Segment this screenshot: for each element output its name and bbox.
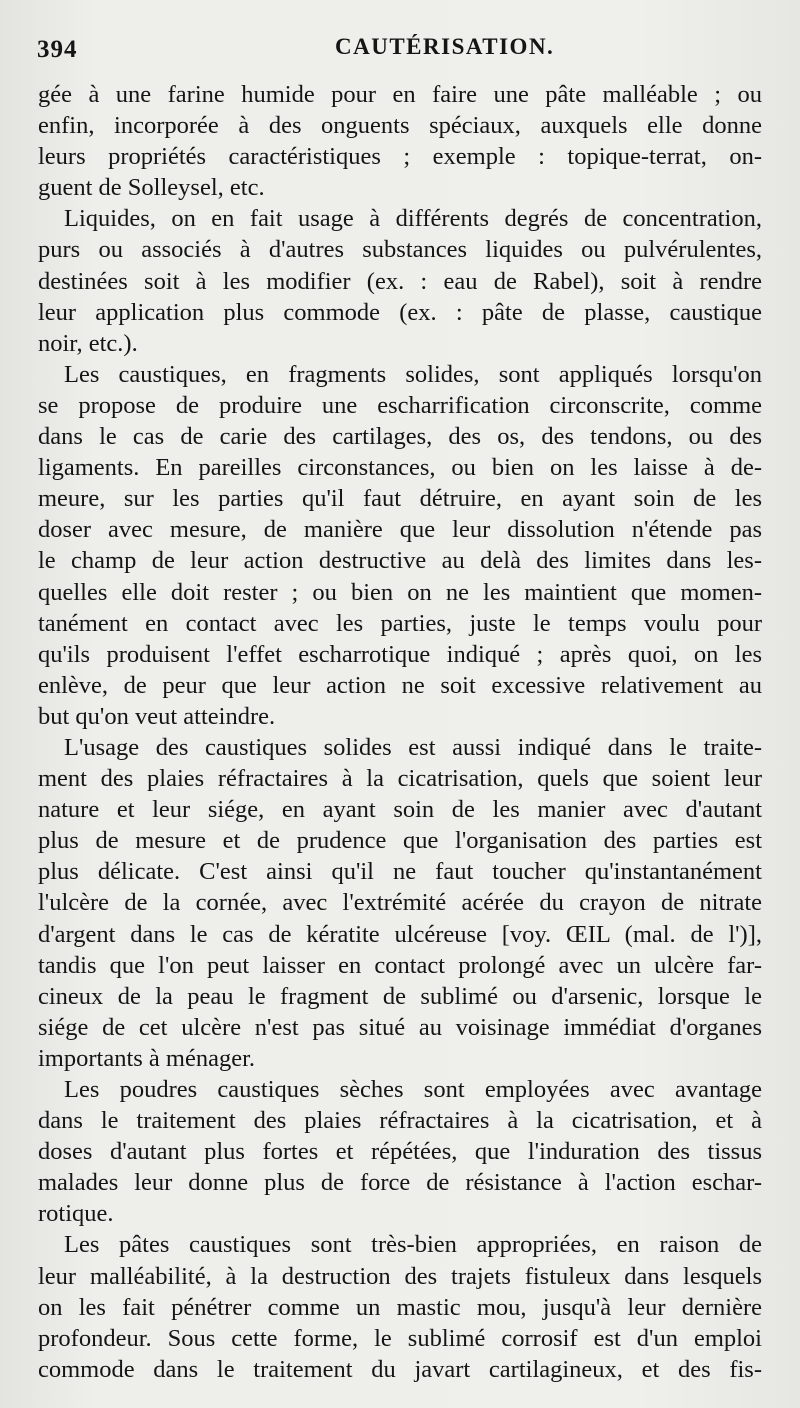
text-line: l'ulcère de la cornée, avec l'extrémité acérée du crayon de nitrate — [38, 889, 762, 917]
text-line: Liquides, on en fait usage à différents degrés de concentration, — [64, 205, 762, 233]
text-line: quelles elle doit rester ; ou bien on ne les maintient que momen- — [38, 578, 762, 606]
text-line: rotique. — [38, 1200, 114, 1228]
text-line: profondeur. Sous cette forme, le sublimé corrosif est d'un emploi — [38, 1324, 762, 1352]
page-number: 394 — [37, 36, 78, 63]
text-line: leur application plus commode (ex. : pâte de plasse, caustique — [38, 298, 762, 326]
text-line: ment des plaies réfractaires à la cicatrisation, quels que soient leur — [38, 765, 762, 793]
text-line: dans le cas de carie des cartilages, des os, des tendons, ou des — [38, 423, 762, 451]
text-line: tandis que l'on peut laisser en contact prolongé avec un ulcère far- — [38, 951, 762, 979]
text-line: on les fait pénétrer comme un mastic mou, jusqu'à leur dernière — [38, 1293, 762, 1321]
text-line: doser avec mesure, de manière que leur dissolution n'étende pas — [38, 516, 762, 544]
text-line: qu'ils produisent l'effet escharrotique indiqué ; après quoi, on les — [38, 640, 762, 668]
text-line: tanément en contact avec les parties, juste le temps voulu pour — [38, 609, 762, 637]
text-line: leur malléabilité, à la destruction des trajets fistuleux dans lesquels — [38, 1262, 762, 1290]
text-line: malades leur donne plus de force de résistance à l'action eschar- — [38, 1169, 762, 1197]
text-line: leurs propriétés caractéristiques ; exemple : topique-terrat, on- — [38, 143, 762, 171]
running-title: CAUTÉRISATION. — [335, 34, 555, 59]
text-line: se propose de produire une escharrification circonscrite, comme — [38, 391, 762, 419]
body-text — [38, 79, 762, 1385]
text-line: guent de Solleysel, etc. — [38, 174, 265, 202]
text-line: plus délicate. C'est ainsi qu'il ne faut toucher qu'instantanément — [38, 858, 762, 886]
running-header — [37, 30, 763, 66]
text-line: purs ou associés à d'autres substances liquides ou pulvérulentes, — [38, 236, 762, 264]
text-line: gée à une farine humide pour en faire une pâte malléable ; ou — [38, 81, 762, 108]
text-line: plus de mesure et de prudence que l'organisation des parties est — [38, 827, 762, 855]
text-line: commode dans le traitement du javart cartilagineux, et des fis- — [38, 1355, 762, 1383]
text-line: enlève, de peur que leur action ne soit excessive relativement au — [38, 671, 762, 699]
text-line: destinées soit à les modifier (ex. : eau de Rabel), soit à rendre — [38, 267, 762, 295]
text-line: noir, etc.). — [38, 329, 138, 357]
text-line: Les pâtes caustiques sont très-bien appropriées, en raison de — [64, 1231, 762, 1259]
text-line: d'argent dans le cas de kératite ulcéreuse [voy. ŒIL (mal. de l')], — [38, 920, 762, 948]
text-line: but qu'on veut atteindre. — [38, 702, 276, 730]
text-line: Les caustiques, en fragments solides, sont appliqués lorsqu'on — [64, 360, 762, 388]
text-line: dans le traitement des plaies réfractaires à la cicatrisation, et à — [38, 1107, 762, 1135]
text-line: doses d'autant plus fortes et répétées, que l'induration des tissus — [38, 1138, 762, 1166]
text-line: importants à ménager. — [38, 1044, 256, 1072]
text-line: le champ de leur action destructive au delà des limites dans les- — [38, 547, 762, 575]
text-line: ligaments. En pareilles circonstances, ou bien on les laisse à de- — [38, 454, 762, 482]
text-line: meure, sur les parties qu'il faut détruire, en ayant soin de les — [38, 485, 762, 513]
text-line: nature et leur siége, en ayant soin de les manier avec d'autant — [38, 796, 762, 824]
text-line: enfin, incorporée à des onguents spéciaux, auxquels elle donne — [38, 112, 762, 140]
text-line: siége de cet ulcère n'est pas situé au voisinage immédiat d'organes — [38, 1013, 762, 1041]
text-line: L'usage des caustiques solides est aussi indiqué dans le traite- — [64, 733, 762, 761]
text-line: Les poudres caustiques sèches sont employées avec avantage — [64, 1076, 762, 1103]
text-line: cineux de la peau le fragment de sublimé ou d'arsenic, lorsque le — [38, 982, 762, 1010]
